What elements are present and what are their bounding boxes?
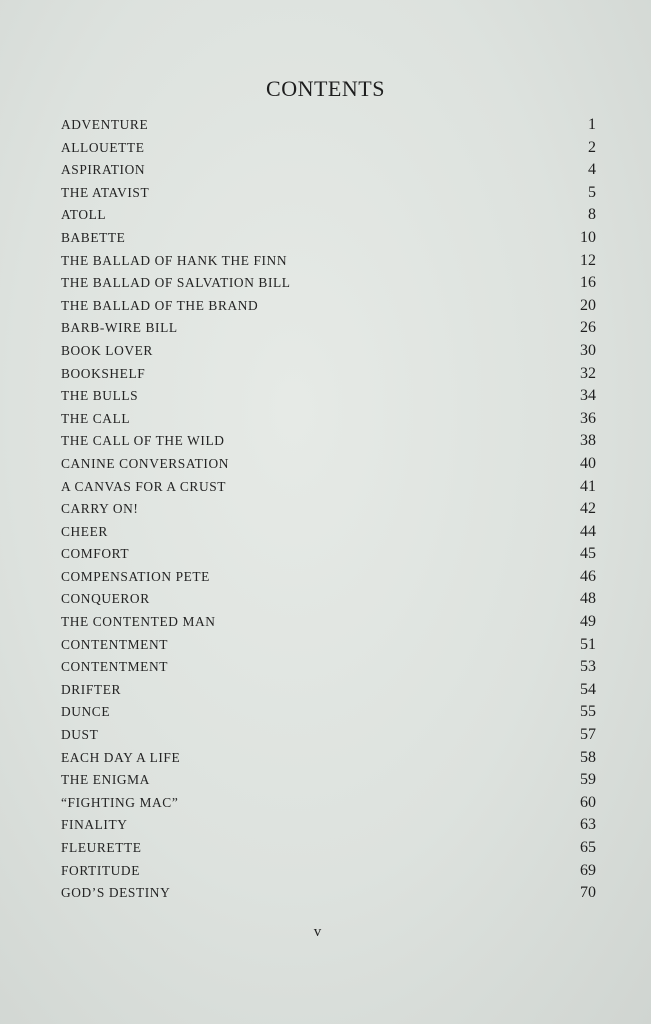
- toc-entry-page-number: 38: [580, 432, 596, 450]
- toc-entry-title: CONTENTMENT: [61, 636, 169, 652]
- toc-entry: [61, 476, 596, 499]
- toc-entry: [61, 679, 596, 702]
- toc-entry-page-number: 57: [580, 726, 596, 744]
- toc-entry-title: CONTENTMENT: [61, 659, 169, 675]
- toc-entry-page-number: 44: [580, 522, 596, 540]
- toc-entry-page-number: 41: [580, 477, 596, 495]
- toc-entry-page-number: 40: [580, 454, 596, 472]
- toc-entry-page-number: 16: [580, 274, 596, 292]
- toc-entry-page-number: 26: [580, 319, 596, 337]
- toc-entry: [61, 408, 596, 431]
- toc-entry-title: CANINE CONVERSATION: [61, 455, 229, 471]
- toc-entry: [61, 792, 596, 815]
- toc-entry-title: A CANVAS FOR A CRUST: [61, 478, 227, 494]
- toc-entry-page-number: 36: [580, 409, 596, 427]
- toc-entry: [61, 363, 596, 386]
- toc-entry: [61, 272, 596, 295]
- toc-entry-page-number: 53: [580, 658, 596, 676]
- toc-entry-page-number: 70: [580, 884, 596, 902]
- toc-entry: [61, 114, 596, 137]
- toc-entry-title: FLEURETTE: [61, 840, 142, 855]
- toc-entry: [61, 385, 596, 408]
- toc-entry: [61, 860, 596, 883]
- toc-entry: [61, 747, 596, 770]
- toc-entry-title: THE BULLS: [61, 388, 139, 404]
- toc-entry: [61, 159, 596, 182]
- toc-entry: [61, 611, 596, 634]
- toc-entry-title: ATOLL: [61, 207, 107, 223]
- toc-entry-page-number: 55: [580, 703, 596, 721]
- page-number: v: [313, 924, 322, 940]
- toc-entry-page-number: 34: [580, 387, 596, 405]
- toc-entry: [61, 588, 596, 611]
- toc-entry: [61, 182, 596, 205]
- toc-entry: [61, 634, 596, 657]
- toc-entry: [61, 250, 596, 273]
- toc-entry-page-number: 48: [580, 590, 596, 608]
- toc-entry-title: DUST: [61, 727, 99, 743]
- toc-entry-page-number: 59: [580, 771, 596, 789]
- toc-entry-title: CHEER: [61, 523, 108, 539]
- toc-entry-page-number: 65: [580, 839, 596, 856]
- toc-entry-page-number: 45: [580, 545, 596, 563]
- toc-entry-page-number: 8: [588, 206, 596, 224]
- toc-entry-title: DUNCE: [61, 704, 111, 720]
- toc-entry: [61, 430, 596, 453]
- toc-entry-title: COMPENSATION PETE: [61, 568, 210, 584]
- toc-entry-title: FORTITUDE: [61, 862, 140, 878]
- toc-entry-title: BOOKSHELF: [61, 365, 146, 381]
- toc-entry: [61, 543, 596, 566]
- toc-entry-page-number: 10: [580, 228, 596, 246]
- toc-entry-title: BOOK LOVER: [61, 342, 153, 358]
- toc-entry-title: FINALITY: [61, 817, 128, 833]
- toc-entry-page-number: 32: [580, 364, 596, 382]
- toc-entry-title: THE BALLAD OF HANK THE FINN: [61, 252, 288, 268]
- toc-entry-page-number: 12: [580, 251, 596, 269]
- toc-entry-page-number: 69: [580, 861, 596, 879]
- toc-entry-page-number: 46: [580, 567, 596, 585]
- contents-list: [61, 114, 596, 905]
- toc-entry-title: BARB-WIRE BILL: [61, 320, 178, 336]
- toc-entry-title: THE CALL: [61, 410, 131, 426]
- toc-entry: [61, 137, 596, 160]
- toc-entry-page-number: 42: [580, 500, 596, 518]
- toc-entry-title: ASPIRATION: [61, 162, 146, 178]
- toc-entry-title: “FIGHTING MAC”: [61, 794, 179, 810]
- toc-entry: [61, 498, 596, 521]
- toc-entry: [61, 317, 596, 340]
- toc-entry-page-number: 60: [580, 793, 596, 811]
- toc-entry-title: GOD’S DESTINY: [61, 885, 171, 901]
- toc-entry-page-number: 5: [588, 183, 596, 201]
- toc-entry-title: CARRY ON!: [61, 501, 139, 517]
- toc-entry: [61, 814, 596, 837]
- toc-entry: [61, 656, 596, 679]
- toc-entry-title: THE BALLAD OF THE BRAND: [61, 297, 259, 313]
- toc-entry: [61, 837, 596, 860]
- toc-entry-title: DRIFTER: [61, 681, 121, 697]
- toc-entry: [61, 882, 596, 905]
- toc-entry-title: CONQUEROR: [61, 591, 150, 607]
- toc-entry-page-number: 20: [580, 296, 596, 314]
- toc-entry: [61, 227, 596, 250]
- toc-entry: [61, 724, 596, 747]
- toc-entry-page-number: 63: [580, 816, 596, 834]
- toc-entry: [61, 566, 596, 589]
- toc-entry-title: ALLOUETTE: [61, 139, 145, 155]
- toc-entry: [61, 521, 596, 544]
- toc-entry-title: COMFORT: [61, 546, 130, 562]
- toc-entry-title: THE CALL OF THE WILD: [61, 433, 225, 449]
- toc-entry: [61, 769, 596, 792]
- page-title: CONTENTS: [266, 76, 385, 101]
- toc-entry-page-number: 54: [580, 680, 596, 698]
- toc-entry-title: THE ATAVIST: [61, 184, 150, 200]
- toc-entry: [61, 295, 596, 318]
- toc-entry-title: THE BALLAD OF SALVATION BILL: [61, 275, 291, 291]
- toc-entry: [61, 453, 596, 476]
- toc-entry: [61, 340, 596, 363]
- toc-entry-page-number: 30: [580, 341, 596, 359]
- toc-entry-page-number: 4: [588, 161, 596, 179]
- toc-entry-page-number: 51: [580, 635, 596, 653]
- toc-entry-title: THE CONTENTED MAN: [61, 614, 216, 630]
- toc-entry-page-number: 1: [588, 116, 596, 133]
- toc-entry-page-number: 2: [588, 138, 596, 156]
- toc-entry-title: EACH DAY A LIFE: [61, 749, 181, 765]
- toc-entry-page-number: 49: [580, 613, 596, 631]
- toc-entry-page-number: 58: [580, 748, 596, 766]
- toc-entry-title: BABETTE: [61, 229, 126, 245]
- toc-entry: [61, 701, 596, 724]
- toc-entry-title: ADVENTURE: [61, 117, 149, 132]
- toc-entry: [61, 204, 596, 227]
- toc-entry-title: THE ENIGMA: [61, 772, 150, 788]
